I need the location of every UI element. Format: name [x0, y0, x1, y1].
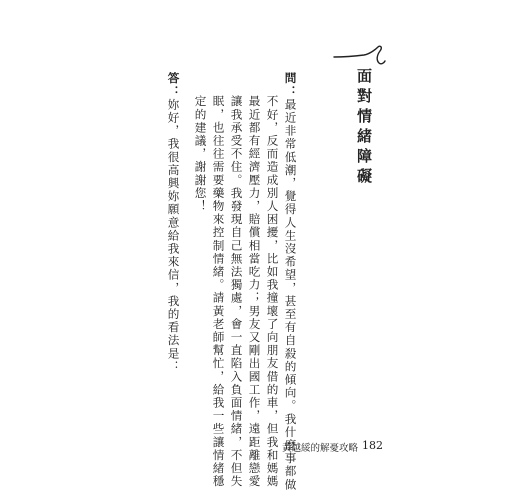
answer-label: 答： [166, 72, 181, 99]
question-line-3: 最近都有經濟壓力，賠償相當吃力；男友又剛出國工作，遠距離戀愛 [247, 95, 262, 488]
question-line-4: 讓我承受不住。我發現自己無法獨處，會一直陷入負面情緒，不但失 [229, 95, 244, 488]
flourish-ornament [332, 44, 388, 66]
question-line-6: 定的建議，謝謝您！ [193, 95, 208, 213]
footer-book-title: 黃越綏的解憂攻略 [282, 443, 359, 454]
answer-line-1: 答：妳好，我很高興妳願意給我來信，我的看法是： [166, 72, 181, 374]
question-line-5: 眠，也往往需要藥物來控制情緒。請黃老師幫忙，給我一些讓情緒穩 [211, 95, 226, 488]
question-line-2: 不好，反而造成別人困擾，比如我撞壞了向朋友借的車，但我和媽媽 [265, 95, 280, 488]
question-label: 問： [283, 72, 298, 99]
page-number: 182 [362, 439, 383, 452]
question-line-1: 問：最近非常低潮，覺得人生沒希望，甚至有自殺的傾向。我什麼事都做 [283, 72, 298, 492]
page-title: 面對情緒障礙 [355, 68, 373, 188]
